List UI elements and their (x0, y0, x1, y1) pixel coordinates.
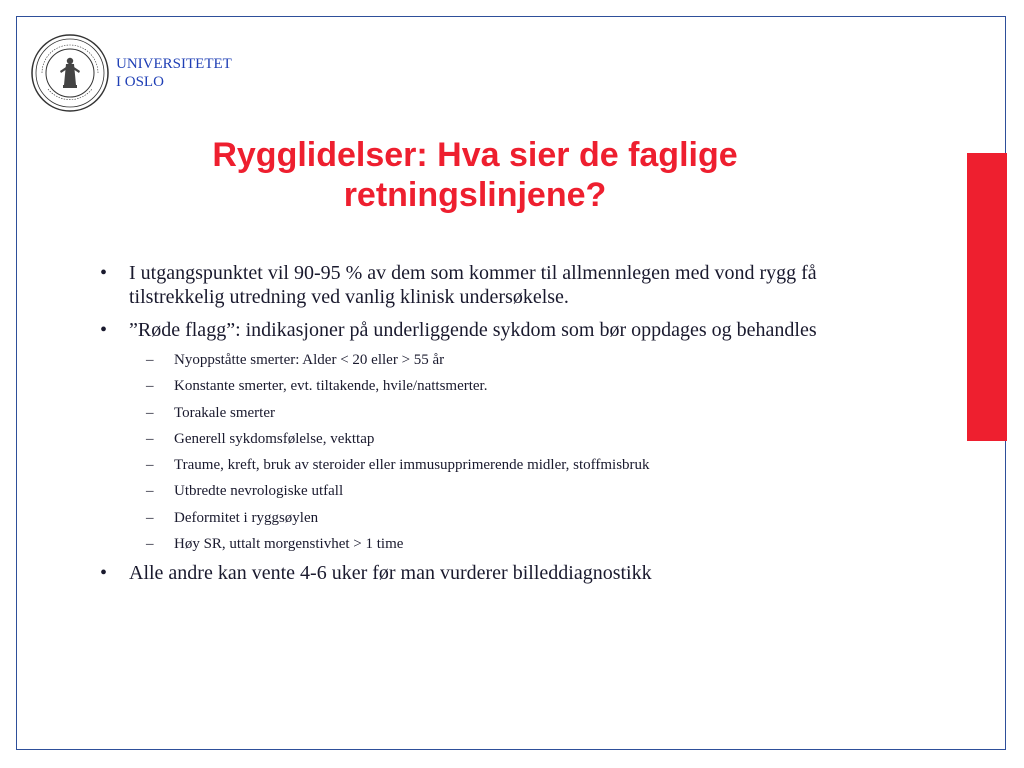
bullet-marker: • (100, 262, 108, 284)
sub-item (96, 430, 876, 448)
bullet-text: Alle andre kan vente 4-6 uker før man vurderer billeddiagnostikk (129, 562, 652, 585)
sub-item (96, 377, 876, 395)
sub-text: Nyoppståtte smerter: Alder < 20 eller > 55 år (174, 352, 445, 368)
sub-item (96, 404, 876, 422)
university-seal-icon (30, 33, 110, 113)
sub-text: Torakale smerter (174, 404, 275, 421)
university-name-line2: I OSLO (116, 74, 164, 90)
sub-marker: – (146, 378, 154, 395)
sub-marker: – (146, 457, 154, 474)
slide-body (96, 261, 876, 594)
sub-marker: – (146, 404, 154, 421)
bullet-item (96, 261, 876, 309)
sub-marker: – (146, 430, 154, 447)
university-name (116, 55, 232, 91)
sub-item (96, 535, 876, 553)
university-name-line1: UNIVERSITETET (116, 56, 232, 72)
bullet-text: I utgangspunktet vil 90-95 % av dem som kommer til allmennlegen med vond rygg få tilstrekkelig utredning ved vanlig klinisk undersøkelse. (129, 262, 817, 308)
sub-marker: – (146, 352, 154, 368)
sub-item (96, 351, 876, 369)
sub-text: Høy SR, uttalt morgenstivhet > 1 time (174, 536, 404, 553)
sub-item (96, 482, 876, 500)
slide-title (80, 135, 870, 215)
sub-text: Konstante smerter, evt. tiltakende, hvile/nattsmerter. (174, 378, 488, 395)
accent-bar (967, 153, 1007, 441)
sub-marker: – (146, 483, 154, 500)
bullet-item (96, 561, 876, 585)
bullet-marker: • (100, 319, 108, 341)
sub-text: Generell sykdomsfølelse, vekttap (174, 430, 375, 447)
bullet-text: ”Røde flagg”: indikasjoner på underliggende sykdom som bør oppdages og behandles (129, 319, 817, 341)
bullet-item (96, 318, 876, 342)
sub-item (96, 456, 876, 474)
sub-item (96, 509, 876, 527)
sub-text: Deformitet i ryggsøylen (174, 509, 319, 526)
sub-list (96, 351, 876, 553)
sub-text: Traume, kreft, bruk av steroider eller immusupprimerende midler, stoffmisbruk (174, 457, 650, 474)
slide-title-line2: retningslinjene? (343, 176, 607, 214)
bullet-marker: • (100, 562, 108, 585)
sub-marker: – (146, 536, 154, 553)
slide-title-line1: Rygglidelser: Hva sier de faglige (212, 136, 738, 174)
sub-text: Utbredte nevrologiske utfall (174, 483, 344, 500)
sub-marker: – (146, 509, 154, 526)
